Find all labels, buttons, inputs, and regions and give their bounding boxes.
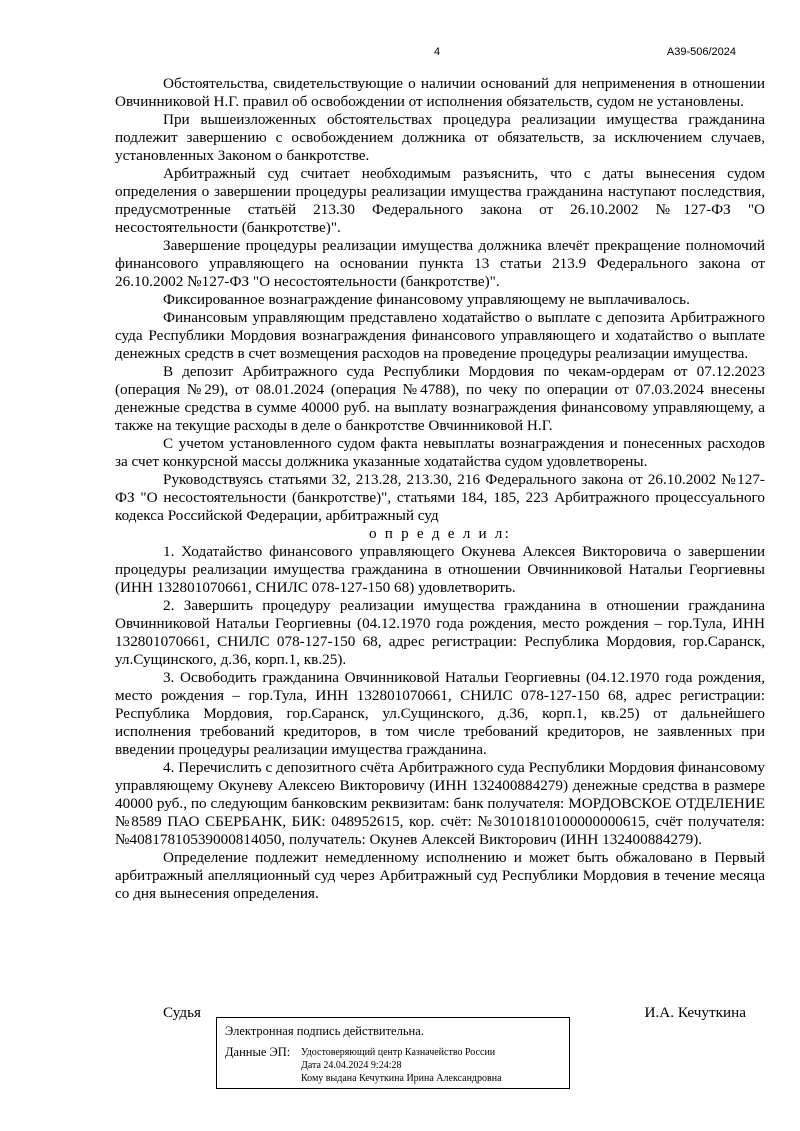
judge-label: Судья xyxy=(163,1004,202,1021)
paragraph: Финансовым управляющим представлено ходатайство о выплате с депозита Арбитражного суда Республики Мордовия вознаграждения финансового управляющего и ходатайство о выплате денежных средств в счет возмещения расходов на проведение процедуры реализации имущества. xyxy=(115,309,765,362)
page-number: 4 xyxy=(434,46,441,58)
decision-item: 4. Перечислить с депозитного счёта Арбитражного суда Республики Мордовия финансовому управляющему Окуневу Алексею Викторовичу (ИНН 132400884279) денежные средства в размере 40000 руб., по следующим банковским реквизитам: банк получателя: МОРДОВСКОЕ ОТДЕЛЕНИЕ №8589 ПАО СБЕРБАНК, БИК: 048952615, кор. счёт: №30101810100000000615, счёт получателя: №40817810539000814050, получатель: Окунев Алексей Викторович (ИНН 132400884279). xyxy=(115,759,765,848)
document-body xyxy=(115,75,765,903)
paragraph: Арбитражный суд считает необходимым разъяснить, что с даты вынесения судом определения о завершении процедуры реализации имущества гражданина наступают последствия, предусмотренные статьёй 213.30 Федерального закона от 26.10.2002 №127-ФЗ "О несостоятельности (банкротстве)". xyxy=(115,165,765,236)
stamp-data-label: Данные ЭП: xyxy=(225,1045,291,1059)
judge-name: И.А. Кечуткина xyxy=(644,1004,746,1021)
paragraph: Обстоятельства, свидетельствующие о наличии оснований для неприменения в отношении Овчинниковой Н.Г. правил об освобождении от исполнения обязательств, судом не установлены. xyxy=(115,75,765,110)
stamp-date: Дата 24.04.2024 9:24:28 xyxy=(301,1060,402,1071)
decision-heading: о п р е д е л и л: xyxy=(368,525,511,542)
stamp-certificate-center: Удостоверяющий центр Казначейство России xyxy=(301,1047,496,1058)
stamp-issued-to: Кому выдана Кечуткина Ирина Александровна xyxy=(301,1073,502,1084)
stamp-title: Электронная подпись действительна. xyxy=(225,1024,424,1038)
electronic-signature-stamp xyxy=(216,1017,570,1089)
case-number: А39-506/2024 xyxy=(666,46,736,58)
paragraph: Фиксированное вознаграждение финансовому управляющему не выплачивалось. xyxy=(163,291,690,308)
paragraph: В депозит Арбитражного суда Республики Мордовия по чекам-ордерам от 07.12.2023 (операция №29), от 08.01.2024 (операция №4788), по чеку по операции от 07.03.2024 внесены денежные средства в сумме 40000 руб. на выплату вознаграждения финансовому управляющему, а также на текущие расходы в деле о банкротстве Овчинниковой Н.Г. xyxy=(115,363,765,434)
decision-item: 1. Ходатайство финансового управляющего Окунева Алексея Викторовича о завершении процедуры реализации имущества гражданина в отношении Овчинниковой Натальи Георгиевны (ИНН 132801070661, СНИЛС 078-127-150 68) удовлетворить. xyxy=(115,543,765,596)
decision-item: 3. Освободить гражданина Овчинниковой Натальи Георгиевны (04.12.1970 года рождения, место рождения – гор.Тула, ИНН 132801070661, СНИЛС 078-127-150 68, адрес регистрации: Республика Мордовия, гор.Саранск, ул.Сущинского, д.36, корп.1, кв.25) от дальнейшего исполнения требований кредиторов, в том числе требований кредиторов, не заявленных при введении процедуры реализации имущества гражданина. xyxy=(115,669,765,758)
paragraph: Завершение процедуры реализации имущества должника влечёт прекращение полномочий финансового управляющего на основании пункта 13 статьи 213.9 Федерального закона от 26.10.2002 №127-ФЗ "О несостоятельности (банкротстве)". xyxy=(115,237,765,290)
paragraph: Руководствуясь статьями 32, 213.28, 213.30, 216 Федерального закона от 26.10.2002 №127-ФЗ "О несостоятельности (банкротстве)", статьями 184, 185, 223 Арбитражного процессуального кодекса Российской Федерации, арбитражный суд xyxy=(115,471,765,524)
paragraph: С учетом установленного судом факта невыплаты вознаграждения и понесенных расходов за счет конкурсной массы должника указанные ходатайства судом удовлетворены. xyxy=(115,435,765,470)
decision-item: 2. Завершить процедуру реализации имущества гражданина в отношении гражданина Овчинниковой Натальи Георгиевны (04.12.1970 года рождения, место рождения – гор.Тула, ИНН 132801070661, СНИЛС 078-127-150 68, адрес регистрации: Республика Мордовия, гор.Саранск, ул.Сущинского, д.36, корп.1, кв.25). xyxy=(115,597,765,668)
appeal-paragraph: Определение подлежит немедленному исполнению и может быть обжаловано в Первый арбитражный апелляционный суд через Арбитражный суд Республики Мордовия в течение месяца со дня вынесения определения. xyxy=(115,849,765,902)
paragraph: При вышеизложенных обстоятельствах процедура реализации имущества гражданина подлежит завершению с освобождением должника от обязательств, за исключением случаев, установленных Законом о банкротстве. xyxy=(115,111,765,164)
